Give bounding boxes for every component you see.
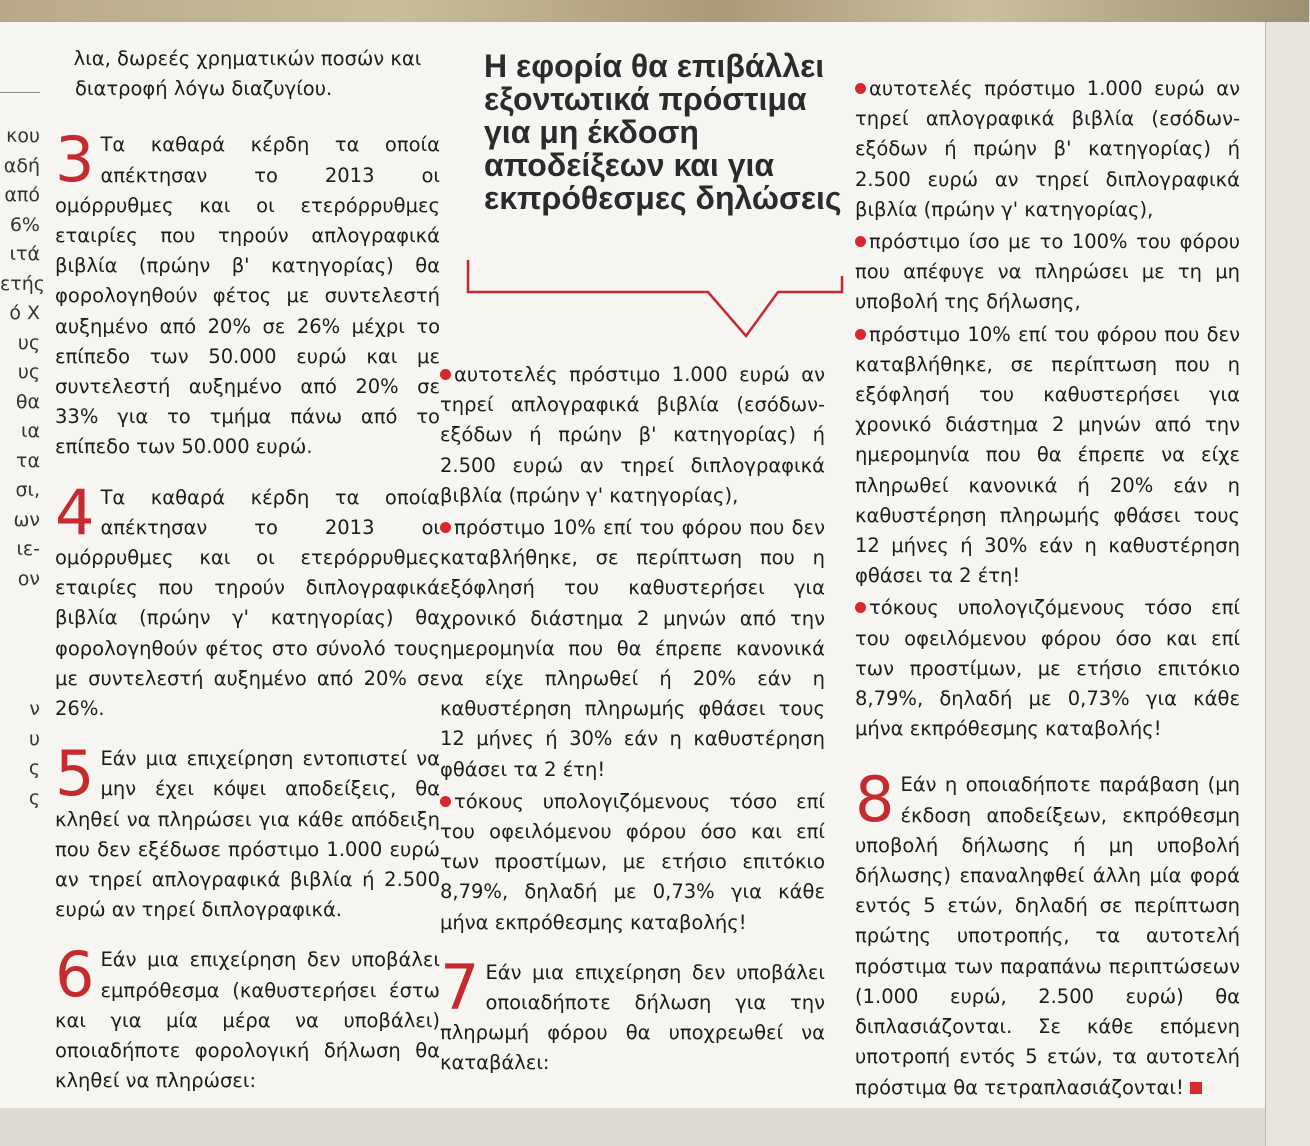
fragment-divider [0,92,40,93]
top-photo-strip [0,0,1309,22]
numbered-item-7 [440,950,825,1079]
fragment-line: θα [15,390,40,413]
fragment-line: ς [28,786,40,809]
bullet-item: τόκους υπολογιζόμενους τόσο επί του οφειλόμενου φόρου όσο και επί των προστίμων, με ετήσιο επιτόκιο 8,79%, δηλαδή με 0,73% για κάθε μήνα εκπρόθεσμης καταβολής! [855,596,1240,741]
item-number: 4 [55,475,95,549]
fragment-line: τα [16,449,40,472]
bullet-item: αυτοτελές πρόστιμο 1.000 ευρώ αν τηρεί απλογραφικά βιβλία (εσόδων-εξόδων ή πρώην β' κατηγορίας) ή 2.500 ευρώ αν τηρεί διπλογραφικά βιβλία (πρώην γ' κατηγορίας), [855,77,1240,221]
numbered-item-6 [55,938,440,1096]
fragment-line: ς [28,757,40,779]
fragment-line: υς [17,331,40,354]
item-text: Εάν η οποιαδήποτε παράβαση (μη έκδοση αποδείξεων, εκπρόθεσμη υποβολή δήλωσης ή μη υποβολή δήλωσης) επαναληφθεί άλλη μία φορά εντός 5 ετών, δηλαδή σε περίπτωση πρώτης υποτροπής, τα αυτοτελή πρόστιμα των παραπάνω περιπτώσεων (1.000 ευρώ, 2.500 ευρώ) θα διπλασιάζονται. Σε κάθε επόμενη υποτροπή εντός 5 ετών, τα αυτοτελή πρόστιμα θα τετραπλασιάζονται! [855,773,1240,1099]
fragment-line: ιε- [16,538,40,560]
fragment-line: ό Χ [9,302,40,324]
bullet-icon [440,796,451,807]
end-of-article-icon [1190,1082,1202,1094]
fragment-line: ια [21,420,40,442]
item-number: 6 [55,938,95,1012]
fragment-line: ον [17,567,40,590]
fragment-line: ων [13,508,40,531]
bullet-icon [440,369,451,380]
bullet-item: αυτοτελές πρόστιμο 1.000 ευρώ αν τηρεί απλογραφικά βιβλία (εσόδων-εξόδων ή πρώην β' κατηγορίας) ή 2.500 ευρώ αν τηρεί διπλογραφικά βιβλία (πρώην γ' κατηγορίας), [440,363,825,507]
numbered-item-3 [55,123,440,462]
bullet-icon [855,236,866,247]
item-text: Τα καθαρά κέρδη τα οποία απέκτησαν το 2013 οι ομόρρυθμες και οι ετερόρρυθμες εταιρίες που τηρούν διπλογραφικά βιβλία (πρώην γ' κατηγορίας) θα φορολογηθούν φέτος στο σύνολό τους με συντελεστή αυξημένο από 20% σε 26%. [55,485,440,721]
callout-bracket [460,258,850,348]
bullet-item: πρόστιμο 10% επί του φόρου που δεν καταβλήθηκε, σε περίπτωση που η εξόφλησή του καθυστερήσει για χρονικό διάστημα 2 μηνών από την ημερομηνία που θα έπρεπε κανονικά να είχε πληρωθεί ή 20% εάν η καθυστέρηση πληρωμής φθάσει τους 12 μήνες ή 30% εάν η καθυστέρηση φθάσει τα 2 έτη! [440,516,825,781]
bullet-icon [440,522,451,533]
item-number: 5 [55,737,95,811]
intro-line-1: λια, δωρεές χρηματικών ποσών και [73,47,422,70]
item-text: Εάν μια επιχείρηση δεν υποβάλει εμπρόθεσμα (καθυστερήσει έστω και για μία μέρα να υποβάλει) οποιαδήποτε φορολογική δήλωση θα κληθεί να πληρώσει: [55,948,440,1093]
item-text: Εάν μια επιχείρηση εντοπιστεί να μην έχει κόψει αποδείξεις, θα κληθεί να πληρώσει για κάθε απόδειξη που δεν εξέδωσε πρόστιμο 1.000 ευρώ αν τηρεί απλογραφικά βιβλία ή 2.500 ευρώ αν τηρεί διπλογραφικά. [55,747,440,922]
fragment-line: υς [17,361,40,383]
fragment-line: αδή [3,154,40,177]
numbered-item-4 [55,475,440,725]
fragment-line: ετής [0,272,45,295]
article-column-3 [855,74,1240,1123]
bullet-icon [855,329,866,340]
intro-line-2: διατροφή λόγω διαζυγίου. [75,77,333,101]
numbered-item-8 [855,763,1240,1102]
fragment-line: 6% [9,213,40,236]
article-column-2 [440,360,825,1099]
item-text: Τα καθαρά κέρδη τα οποία απέκτησαν το 2013 οι ομόρρυθμες και οι ετερόρρυθμες εταιρίες που τηρούν απλογραφικά βιβλία (πρώην β' κατηγορίας) θα φορολογηθούν φέτος με συντελεστή αυξημένο από 20% σε 26% μέχρι το επίπεδο των 50.000 ευρώ και με συντελεστή αυξημένο από 20% σε 33% για το τμήμα πάνω από το επίπεδο των 50.000 ευρώ. [55,133,440,459]
headline-callout: Η εφορία θα επιβάλλει εξοντωτικά πρόστιμα για μη έκδοση αποδείξεων και για εκπρόθεσμες δηλώσεις [484,48,842,216]
bullet-item: τόκους υπολογιζόμενους τόσο επί του οφειλόμενου φόρου όσο και επί των προστίμων, με ετήσιο επιτόκιο 8,79%, δηλαδή με 0,73% για κάθε μήνα εκπρόθεσμης καταβολής! [440,789,825,934]
item-number: 8 [855,763,895,837]
fragment-line: ιτά [9,243,40,265]
item-text: Εάν μια επιχείρηση δεν υποβάλει οποιαδήποτε δήλωση για την πληρωμή φόρου θα υποχρεωθεί να καταβάλει: [440,960,825,1075]
fragment-line: από [4,184,40,206]
numbered-item-5 [55,737,440,925]
left-column-fragments-lower [0,695,40,813]
bullet-item: πρόστιμο 10% επί του φόρου που δεν καταβλήθηκε, σε περίπτωση που η εξόφλησή του καθυστερήσει για χρονικό διάστημα 2 μηνών από την ημερομηνία που θα έπρεπε να είχε πληρωθεί κανονικά ή 20% εάν η καθυστέρηση πληρωμής φθάσει τους 12 μήνες ή 30% εάν η καθυστέρηση φθάσει τα 2 έτη! [855,322,1240,588]
fragment-line: κου [6,125,40,147]
bullet-icon [855,602,866,613]
article-column-1 [55,44,440,1117]
left-column-fragments-upper [0,122,45,594]
item-number: 7 [440,950,480,1024]
fragment-line: υ [29,727,40,750]
fragment-line: σι, [15,479,40,501]
bullet-icon [855,83,866,94]
item-number: 3 [55,123,95,197]
bullet-item: πρόστιμο ίσο με το 100% του φόρου που απέφυγε να πληρώσει με τη μη υποβολή της δήλωσης, [855,230,1240,314]
adjacent-page-edge [1265,22,1310,1146]
fragment-line: ν [29,698,40,720]
